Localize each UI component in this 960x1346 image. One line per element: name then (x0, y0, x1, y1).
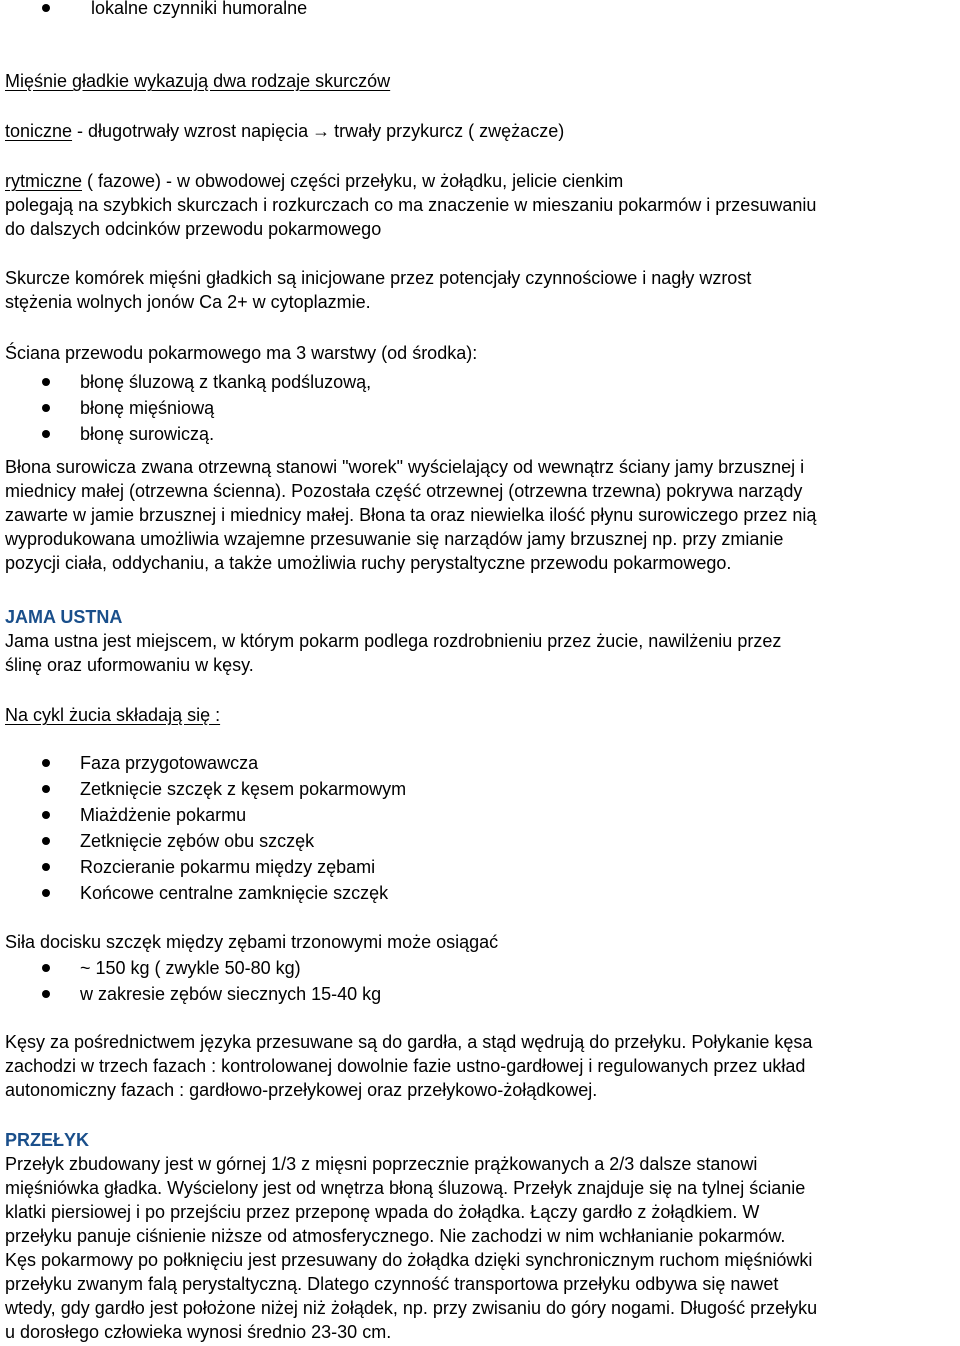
chewing-steps-wrap (5, 751, 955, 907)
esophagus-paragraph (5, 1152, 955, 1344)
bite-force-list (5, 956, 955, 1008)
text-line: wyprodukowana umożliwia wzajemne przesuwanie się narządów jamy brzusznej np. przy zmianie (5, 529, 784, 549)
swallowing-paragraph (5, 1030, 955, 1102)
esophagus-heading: PRZEŁYK (5, 1130, 90, 1150)
chewing-steps-list (5, 751, 955, 907)
tonic-description: - długotrwały wzrost napięcia (72, 121, 309, 141)
list-item: błonę surowiczą. (5, 422, 955, 448)
text-line: u dorosłego człowieka wynosi średnio 23-30 cm. (5, 1322, 392, 1342)
text-line: Błona surowicza zwana otrzewną stanowi "worek" wyścielający od wewnątrz ściany jamy brzusznej i (5, 457, 805, 477)
list-item: Końcowe centralne zamknięcie szczęk (5, 881, 955, 907)
text-line: do dalszych odcinków przewodu pokarmowego (5, 219, 382, 239)
tonic-contraction-line (5, 119, 955, 143)
bite-force-intro: Siła docisku szczęk między zębami trzonowymi może osiągać (5, 932, 499, 952)
list-item: Miażdżenie pokarmu (5, 803, 955, 829)
rhythmic-location: ( fazowe) - w obwodowej części przełyku, w żołądku, jelicie cienkim (82, 171, 624, 191)
rhythmic-contraction-block (5, 169, 955, 241)
arrow-right-icon: → (312, 121, 331, 141)
smooth-muscle-heading: Mięśnie gładkie wykazują dwa rodzaje skurczów (5, 71, 391, 91)
list-item: w zakresie zębów siecznych 15-40 kg (5, 982, 955, 1008)
text-line: Skurcze komórek mięśni gładkich są inicjowane przez potencjały czynnościowe i nagły wzrost (5, 268, 752, 288)
tonic-term: toniczne (5, 121, 73, 141)
text-line: przełyku zwanym falą perystaltyczną. Dlatego czynność transportowa przełyku odbywa się nawet (5, 1274, 779, 1294)
text-line: mięśniówka gładka. Wyścielony jest od wnętrza błoną śluzową. Przełyk znajduje się na tylnej ścianie (5, 1178, 806, 1198)
mouth-heading: JAMA USTNA (5, 607, 123, 627)
text-line: Przełyk zbudowany jest w górnej 1/3 z mięsni poprzecznie prążkowanych a 2/3 dalsze stanowi (5, 1154, 758, 1174)
humoral-factors-item (5, 0, 955, 20)
list-item: błonę śluzową z tkanką podśluzową, (5, 370, 955, 396)
text-line: klatki piersiowej i po przejściu przez przeponę wpada do żołądka. Łączy gardło z żołądkiem. W (5, 1202, 760, 1222)
top-bullet-list (5, 0, 955, 20)
list-item: Rozcieranie pokarmu między zębami (5, 855, 955, 881)
list-item: lokalne czynniki humoralne (5, 0, 955, 20)
text-line: autonomiczny fazach : gardłowo-przełykowej oraz przełykowo-żołądkowej. (5, 1080, 598, 1100)
rhythmic-term: rytmiczne (5, 171, 83, 191)
text-line: Kęs pokarmowy po połknięciu jest przesuwany do żołądka dzięki synchronicznym ruchom mięśniówki (5, 1250, 813, 1270)
list-item: Zetknięcie szczęk z kęsem pokarmowym (5, 777, 955, 803)
mouth-paragraph (5, 629, 955, 677)
text-line: zachodzi w trzech fazach : kontrolowanej dowolnie fazie ustno-gardłowej i regulowanych przez układ (5, 1056, 806, 1076)
text-line: wtedy, gdy gardło jest położone niżej niż żołądek, np. przy zwisaniu do góry nogami. Długość przełyku (5, 1298, 818, 1318)
text-line: pozycji ciała, oddychaniu, a także umożliwia ruchy perystaltyczne przewodu pokarmowego. (5, 553, 732, 573)
tonic-result: trwały przykurcz ( zwężacze) (334, 121, 565, 141)
chewing-cycle-heading: Na cykl żucia składają się : (5, 705, 221, 725)
wall-layers-list-wrap (5, 370, 955, 448)
list-item: błonę mięśniową (5, 396, 955, 422)
list-item: Faza przygotowawcza (5, 751, 955, 777)
bite-force-wrap (5, 956, 955, 1008)
serosa-paragraph (5, 455, 955, 575)
list-item: Zetknięcie zębów obu szczęk (5, 829, 955, 855)
list-item: ~ 150 kg ( zwykle 50-80 kg) (5, 956, 955, 982)
text-line: Kęsy za pośrednictwem języka przesuwane są do gardła, a stąd wędrują do przełyku. Połykanie kęsa (5, 1032, 813, 1052)
text-line: stężenia wolnych jonów Ca 2+ w cytoplazmie. (5, 292, 371, 312)
contraction-note (5, 266, 955, 314)
wall-layers-list (5, 370, 955, 448)
text-line: Jama ustna jest miejscem, w którym pokarm podlega rozdrobnieniu przez żucie, nawilżeniu przez (5, 631, 782, 651)
text-line: ślinę oraz uformowaniu w kęsy. (5, 655, 254, 675)
wall-layers-intro: Ściana przewodu pokarmowego ma 3 warstwy (od środka): (5, 343, 478, 363)
text-line: miednicy małej (otrzewna ścienna). Pozostała część otrzewnej (otrzewna trzewna) pokrywa narządy (5, 481, 803, 501)
rhythmic-line (5, 169, 955, 193)
text-line: przełyku panuje ciśnienie niższe od atmosferycznego. Nie zachodzi w nim wchłanianie pokarmów. (5, 1226, 786, 1246)
text-line: polegają na szybkich skurczach i rozkurczach co ma znaczenie w mieszaniu pokarmów i przesuwaniu (5, 195, 817, 215)
text-line: zawarte w jamie brzusznej i miednicy małej. Błona ta oraz niewielka ilość płynu surowiczego przez nią (5, 505, 817, 525)
